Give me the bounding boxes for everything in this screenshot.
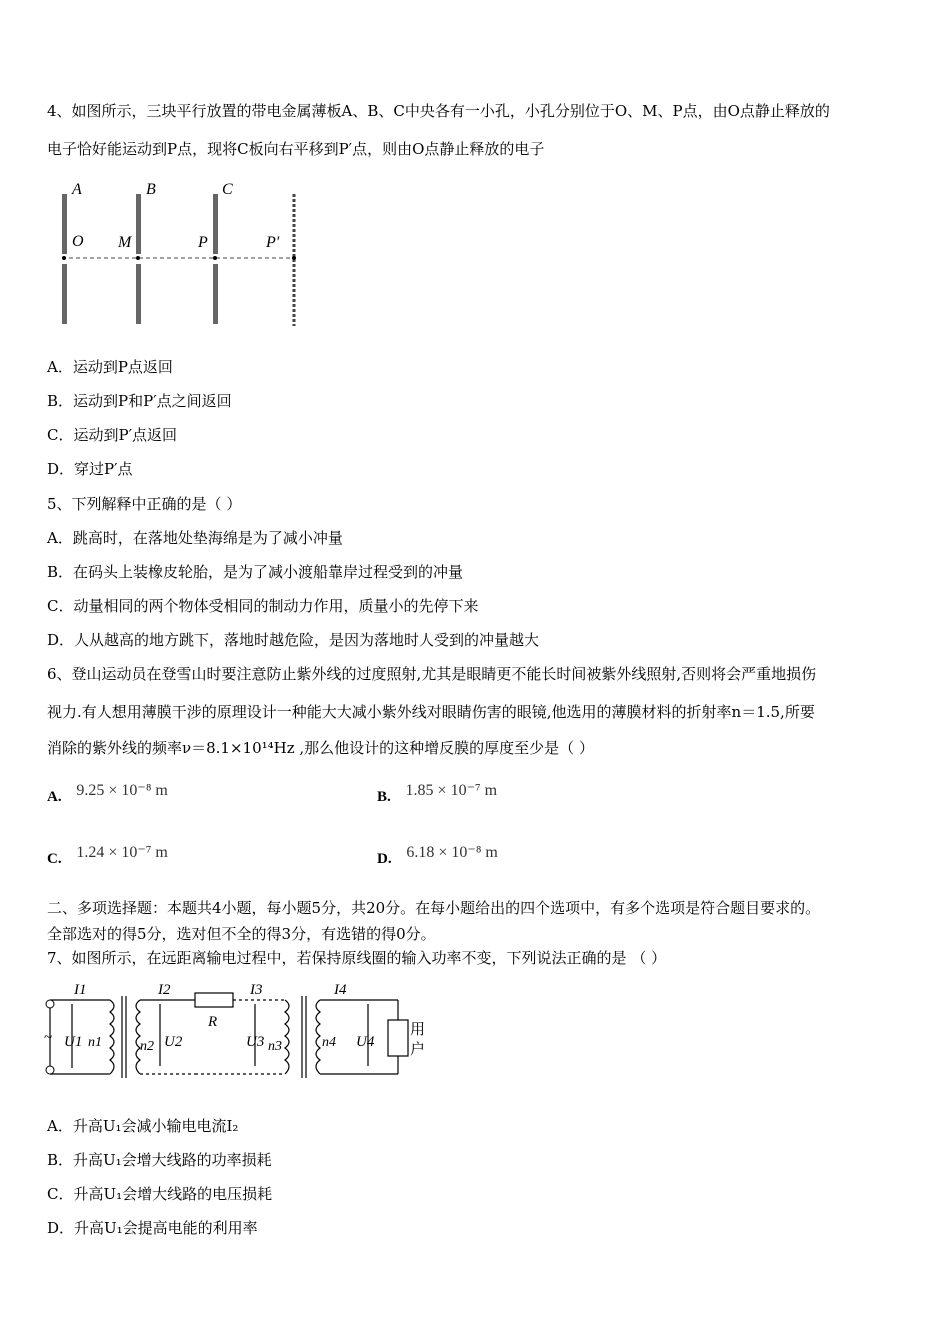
q6-stem-line1: 6、登山运动员在登雪山时要注意防止紫外线的过度照射,尤其是眼睛更不能长时间被紫外线照射,否则将会严重地损伤: [47, 665, 817, 683]
q6-option-a-letter: A.: [47, 789, 62, 805]
q7-option-a: A．升高U₁会减小输电电流I₂: [47, 1117, 239, 1135]
q6-option-c: [47, 844, 168, 869]
label-user-1: 用: [410, 1022, 426, 1038]
q4-option-a: A．运动到P点返回: [47, 358, 173, 376]
q6-option-b-letter: B.: [377, 789, 391, 805]
label-U1: U1: [64, 1034, 83, 1050]
label-U4: U4: [356, 1034, 375, 1050]
q6-option-c-value: 1.24 × 10⁻⁷ m: [76, 844, 168, 861]
q4-option-d: D．穿过P′点: [47, 460, 133, 478]
q4-stem-line1: 4、如图所示，三块平行放置的带电金属薄板A、B、C中央各有一小孔，小孔分别位于O、M、P点，由O点静止释放的: [47, 102, 830, 120]
label-R: R: [208, 1014, 218, 1030]
q6-option-a-value: 9.25 × 10⁻⁸ m: [76, 782, 168, 799]
label-user-2: 户: [410, 1042, 426, 1058]
q6-option-a: [47, 782, 168, 807]
label-B: B: [146, 181, 156, 198]
q7-option-b: B．升高U₁会增大线路的功率损耗: [47, 1151, 272, 1169]
q6-stem-line2: 视力.有人想用薄膜干涉的原理设计一种能大大减小紫外线对眼睛伤害的眼镜,他选用的薄膜材料的折射率n＝1.5,所要: [47, 703, 815, 721]
label-I3: I3: [250, 982, 263, 998]
q6-option-b: [377, 782, 498, 807]
q7-stem: 7、如图所示，在远距离输电过程中，若保持原线圈的输入功率不变，下列说法正确的是 （ ）: [47, 949, 667, 967]
q6-stem-line3: 消除的紫外线的频率ν＝8.1×10¹⁴Hz ,那么他设计的这种增反膜的厚度至少是（ ）: [47, 739, 594, 757]
q5-option-c: C．动量相同的两个物体受相同的制动力作用，质量小的先停下来: [47, 597, 479, 615]
label-n3: n3: [268, 1039, 282, 1054]
label-U3: U3: [246, 1034, 265, 1050]
q6-option-b-value: 1.85 × 10⁻⁷ m: [405, 782, 498, 799]
q4-plates-figure: [50, 176, 310, 331]
q6-option-c-letter: C.: [47, 851, 62, 867]
q5-option-d: D．人从越高的地方跳下，落地时越危险，是因为落地时人受到的冲量越大: [47, 631, 540, 649]
label-P-prime: P′: [266, 234, 280, 251]
q6-option-d-value: 6.18 × 10⁻⁸ m: [406, 844, 498, 861]
label-C: C: [222, 181, 233, 198]
label-U2: U2: [164, 1034, 183, 1050]
label-I2: I2: [158, 982, 171, 998]
q7-option-d: D．升高U₁会提高电能的利用率: [47, 1219, 258, 1237]
ac-source-icon: ~: [44, 1030, 53, 1046]
label-O: O: [72, 233, 84, 250]
label-n2: n2: [140, 1039, 154, 1054]
q6-option-d: [377, 844, 498, 869]
q5-option-b: B．在码头上装橡皮轮胎，是为了减小渡船靠岸过程受到的冲量: [47, 563, 464, 581]
label-I4: I4: [334, 982, 347, 998]
label-n1: n1: [88, 1035, 102, 1050]
q4-option-c: C．运动到P′点返回: [47, 426, 177, 444]
q4-option-b: B．运动到P和P′点之间返回: [47, 392, 232, 410]
q5-option-a: A．跳高时，在落地处垫海绵是为了减小冲量: [47, 529, 343, 547]
section2-header-line2: 全部选对的得5分，选对但不全的得3分，有选错的得0分。: [47, 925, 436, 943]
q7-transmission-circuit: [40, 978, 440, 1098]
q4-stem-line2: 电子恰好能运动到P点，现将C板向右平移到P′点，则由O点静止释放的电子: [47, 140, 545, 158]
label-P: P: [198, 234, 208, 251]
label-n4: n4: [322, 1035, 336, 1050]
label-I1: I1: [74, 982, 87, 998]
q6-option-d-letter: D.: [377, 851, 392, 867]
label-M: M: [118, 234, 132, 251]
label-A: A: [72, 181, 82, 198]
q5-stem: 5、下列解释中正确的是（ ）: [47, 495, 242, 513]
section2-header-line1: 二、多项选择题：本题共4小题，每小题5分，共20分。在每小题给出的四个选项中，有多个选项是符合题目要求的。: [47, 899, 821, 917]
q7-option-c: C．升高U₁会增大线路的电压损耗: [47, 1185, 273, 1203]
